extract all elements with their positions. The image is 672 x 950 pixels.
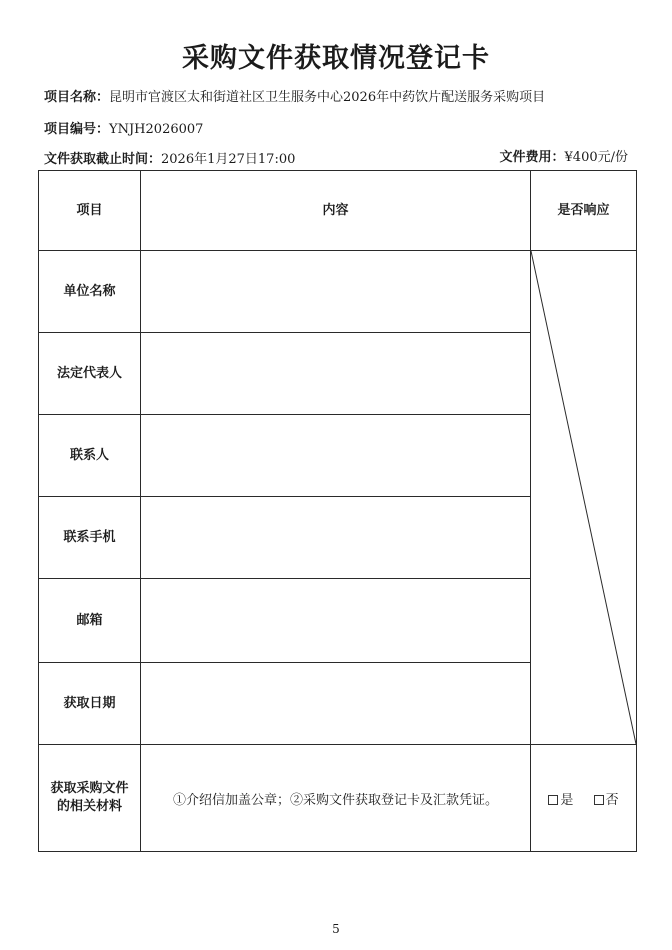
unit-name-field[interactable] xyxy=(141,251,531,333)
materials-label-line2: 的相关材料 xyxy=(56,799,122,814)
diagonal-strike-line xyxy=(531,251,636,744)
checkbox-no[interactable] xyxy=(594,789,619,808)
materials-label-line1: 获取采购文件 xyxy=(50,781,129,796)
page-title: 采购文件获取情况登记卡 xyxy=(182,43,490,74)
row-label-contact: 联系人 xyxy=(39,415,141,497)
fee-value: ¥400元/份 xyxy=(564,150,628,165)
table-row xyxy=(39,745,637,852)
fee-label: 文件费用： xyxy=(499,150,565,165)
project-number-line xyxy=(44,118,203,137)
table-header-row xyxy=(39,171,637,251)
contact-field[interactable] xyxy=(141,415,531,497)
checkbox-no-label: 否 xyxy=(605,792,619,808)
row-label-materials xyxy=(39,745,141,852)
materials-content: ①介绍信加盖公章；②采购文件获取登记卡及汇款凭证。 xyxy=(141,745,531,852)
table-row xyxy=(39,251,637,333)
mobile-field[interactable] xyxy=(141,497,531,579)
checkbox-yes-box[interactable] xyxy=(548,795,558,805)
project-number-label: 项目编号： xyxy=(44,122,110,137)
legal-rep-field[interactable] xyxy=(141,333,531,415)
date-field[interactable] xyxy=(141,663,531,745)
header-content: 内容 xyxy=(141,171,531,251)
project-name-label: 项目名称： xyxy=(44,90,110,105)
row-label-mobile: 联系手机 xyxy=(39,497,141,579)
row-label-date: 获取日期 xyxy=(39,663,141,745)
email-field[interactable] xyxy=(141,579,531,663)
deadline-label: 文件获取截止时间： xyxy=(44,152,162,167)
project-number-value: YNJH2026007 xyxy=(109,122,204,137)
page-number: 5 xyxy=(332,922,340,936)
row-label-legal-rep: 法定代表人 xyxy=(39,333,141,415)
registration-table xyxy=(38,170,637,852)
response-disabled-cell xyxy=(531,251,637,745)
project-name-value: 昆明市官渡区太和街道社区卫生服务中心2026年中药饮片配送服务采购项目 xyxy=(109,90,546,105)
project-name-line xyxy=(44,86,545,105)
row-label-unit-name: 单位名称 xyxy=(39,251,141,333)
checkbox-yes[interactable] xyxy=(548,789,573,808)
row-label-email: 邮箱 xyxy=(39,579,141,663)
checkbox-yes-label: 是 xyxy=(560,792,574,808)
header-response: 是否响应 xyxy=(531,171,637,251)
materials-response xyxy=(531,745,637,852)
fee-line xyxy=(500,146,628,165)
deadline-line xyxy=(44,148,295,167)
checkbox-no-box[interactable] xyxy=(594,795,604,805)
deadline-value: 2026年1月27日17:00 xyxy=(161,152,296,167)
header-item: 项目 xyxy=(39,171,141,251)
